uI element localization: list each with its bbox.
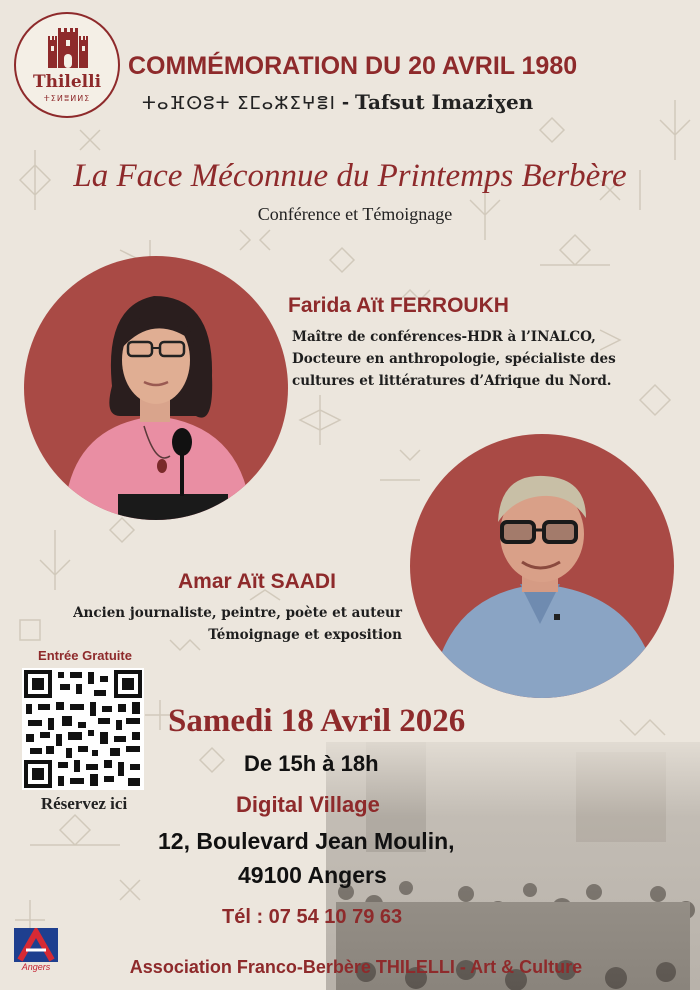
association-footer: Association Franco-Berbère THILELLI - Art & Culture: [129, 957, 583, 977]
reservation-qr-code[interactable]: [22, 668, 144, 790]
speaker-1-photo: [24, 256, 288, 520]
free-entry-label: Entrée Gratuite: [38, 648, 132, 663]
castle-icon: [44, 26, 92, 70]
speaker-2-description: [58, 602, 402, 646]
logo-tifinagh: ⵜⵉⵍⴻⵍⵍⵉ: [43, 94, 91, 103]
speaker-1-line-3: cultures et littératures d’Afrique du Nord.: [292, 373, 612, 389]
angers-logo-text: Angers: [21, 962, 51, 972]
reserve-here-label: Réservez ici: [40, 794, 128, 813]
speaker-1-description: [292, 326, 616, 392]
tifinagh-text: ⵜⴰⴼⵙⵓⵜ ⵉⵎⴰⵣⵉⵖⴻⵏ: [142, 93, 336, 114]
phone-number[interactable]: Tél : 07 54 10 79 63: [222, 906, 403, 928]
woman-portrait-illustration: [24, 256, 288, 520]
man-portrait-illustration: [410, 434, 674, 698]
speaker-1-line-1: Maître de conférences-HDR à l’INALCO,: [292, 329, 596, 345]
tafsut-text: Tafsut Imaziɣen: [354, 90, 534, 114]
tafsut-line: [142, 90, 682, 115]
event-subtitle: Conférence et Témoignage: [257, 204, 453, 224]
event-title: La Face Méconnue du Printemps Berbère: [73, 158, 627, 194]
address-line-2: 49100 Angers: [238, 862, 387, 888]
commemoration-headline: COMMÉMORATION DU 20 AVRIL 1980: [128, 52, 578, 80]
logo-name: Thilelli: [32, 72, 102, 92]
event-date: Samedi 18 Avril 2026: [168, 703, 466, 739]
event-venue: Digital Village: [236, 792, 380, 817]
speaker-2-line-2: Témoignage et exposition: [208, 627, 402, 643]
thilelli-logo: [14, 12, 120, 118]
speaker-2-line-1: Ancien journaliste, peintre, poète et auteur: [73, 605, 402, 621]
speaker-1-name: Farida Aït FERROUKH: [288, 294, 509, 317]
speaker-2-photo: [410, 434, 674, 698]
speaker-2-name: Amar Aït SAADI: [178, 570, 336, 593]
event-hours: De 15h à 18h: [244, 751, 379, 776]
speaker-1-line-2: Docteure en anthropologie, spécialiste des: [292, 351, 616, 367]
address-line-1: 12, Boulevard Jean Moulin,: [158, 828, 455, 854]
separator: -: [341, 91, 349, 114]
